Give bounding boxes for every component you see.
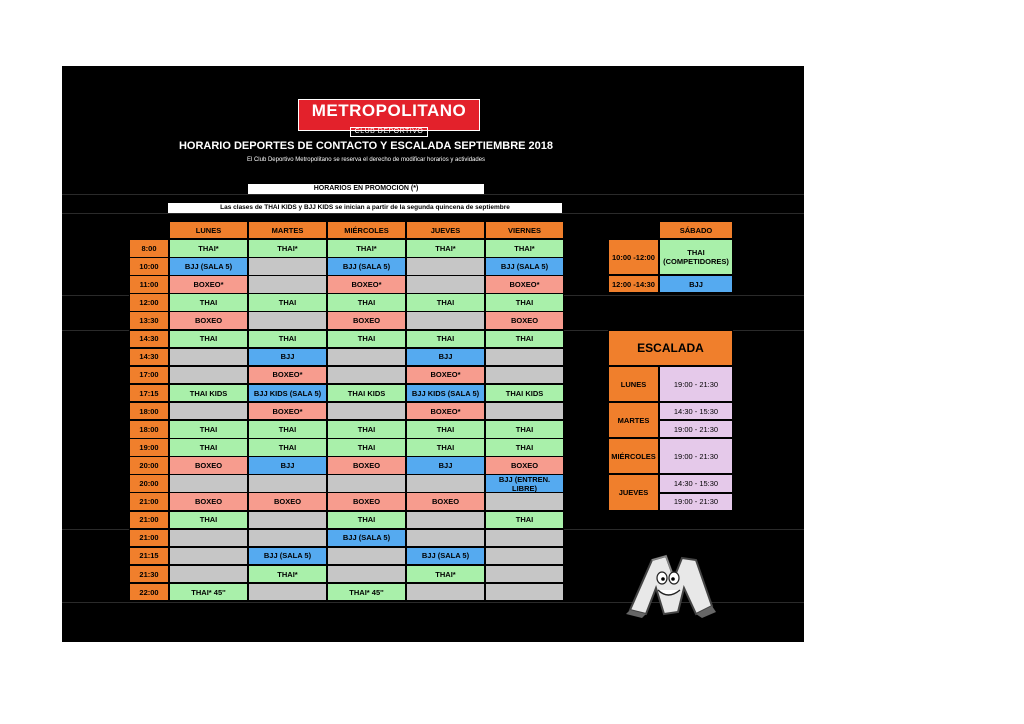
logo-main-text: METROPOLITANO [311, 101, 467, 120]
time-cell: 14:30 [129, 348, 169, 367]
class-cell [327, 366, 406, 385]
class-cell: THAI* [248, 239, 327, 258]
escalada-day-cell: MARTES [608, 402, 659, 438]
class-cell: THAI [485, 293, 564, 312]
class-cell [169, 366, 248, 385]
class-cell [248, 511, 327, 530]
class-cell: BOXEO [169, 456, 248, 475]
class-cell: BOXEO* [248, 402, 327, 421]
logo-sub-text: CLUB DEPORTIVO [350, 127, 429, 137]
time-cell: 18:00 [129, 420, 169, 439]
class-cell [406, 583, 485, 602]
class-cell: BOXEO [169, 492, 248, 511]
escalada-slot-cell: 19:00 - 21:30 [659, 493, 733, 511]
class-cell [327, 565, 406, 584]
time-cell: 10:00 [129, 257, 169, 276]
class-cell [485, 529, 564, 548]
escalada-slot-cell: 19:00 - 21:30 [659, 366, 733, 402]
time-cell: 18:00 [129, 402, 169, 421]
class-cell [406, 311, 485, 330]
class-cell: THAI [327, 511, 406, 530]
class-cell [485, 492, 564, 511]
class-cell: THAI [169, 293, 248, 312]
class-cell [406, 257, 485, 276]
class-cell: BJJ [248, 348, 327, 367]
class-cell: BOXEO [327, 492, 406, 511]
day-header: LUNES [169, 221, 248, 239]
time-cell: 14:30 [129, 330, 169, 349]
time-cell: 11:00 [129, 275, 169, 294]
escalada-title: ESCALADA [608, 330, 733, 366]
club-logo [298, 99, 480, 135]
class-cell: THAI [169, 511, 248, 530]
class-cell [485, 366, 564, 385]
escalada-day-cell: JUEVES [608, 474, 659, 510]
class-cell: THAI [406, 420, 485, 439]
class-cell [248, 583, 327, 602]
class-cell: BJJ (SALA 5) [406, 547, 485, 566]
class-cell: THAI [406, 293, 485, 312]
saturday-class-cell: BJJ [659, 275, 733, 293]
escalada-slot-cell: 14:30 - 15:30 [659, 474, 733, 492]
class-cell [169, 529, 248, 548]
class-cell [485, 565, 564, 584]
time-cell: 20:00 [129, 474, 169, 493]
class-cell [406, 474, 485, 493]
class-cell: BOXEO [327, 311, 406, 330]
class-cell: BJJ KIDS (SALA 5) [248, 384, 327, 403]
class-cell [248, 529, 327, 548]
time-cell: 21:30 [129, 565, 169, 584]
class-cell: THAI KIDS [169, 384, 248, 403]
page-subtitle: El Club Deportivo Metropolitano se reserva el derecho de modificar horarios y actividades [246, 157, 486, 163]
class-cell: BJJ (SALA 5) [327, 529, 406, 548]
time-cell: 22:00 [129, 583, 169, 602]
class-cell: THAI [485, 438, 564, 457]
class-cell [248, 275, 327, 294]
time-cell: 21:15 [129, 547, 169, 566]
class-cell: THAI [406, 330, 485, 349]
class-cell: BOXEO [406, 492, 485, 511]
class-cell [406, 511, 485, 530]
time-cell: 21:00 [129, 529, 169, 548]
class-cell: BOXEO [485, 456, 564, 475]
class-cell: BOXEO* [485, 275, 564, 294]
saturday-time-cell: 12:00 -14:30 [608, 275, 659, 293]
class-cell: THAI* [169, 239, 248, 258]
promo-label: HORARIOS EN PROMOCIÓN (*) [248, 184, 484, 194]
saturday-time-cell: 10:00 -12:00 [608, 239, 659, 275]
saturday-header: SÁBADO [659, 221, 733, 239]
class-cell: THAI [485, 330, 564, 349]
class-cell: BJJ [406, 348, 485, 367]
class-cell [406, 275, 485, 294]
class-cell: BJJ [406, 456, 485, 475]
class-cell: BOXEO [169, 311, 248, 330]
escalada-slot-cell: 19:00 - 21:30 [659, 438, 733, 474]
class-cell: THAI [169, 438, 248, 457]
class-cell [327, 474, 406, 493]
class-cell [248, 257, 327, 276]
class-cell [406, 529, 485, 548]
time-cell: 17:00 [129, 366, 169, 385]
class-cell: THAI KIDS [327, 384, 406, 403]
class-cell: THAI* 45'' [169, 583, 248, 602]
class-cell: THAI* 45'' [327, 583, 406, 602]
class-cell [169, 565, 248, 584]
day-header: MIÉRCOLES [327, 221, 406, 239]
class-cell [169, 402, 248, 421]
class-cell [169, 474, 248, 493]
time-cell: 8:00 [129, 239, 169, 258]
class-cell: THAI [327, 438, 406, 457]
class-cell: THAI [248, 420, 327, 439]
class-cell: BJJ (SALA 5) [248, 547, 327, 566]
class-cell: THAI [485, 420, 564, 439]
saturday-class-cell: THAI (COMPETIDORES) [659, 239, 733, 275]
mascot-illustration [622, 548, 720, 620]
class-cell: THAI [248, 330, 327, 349]
class-cell: THAI [169, 420, 248, 439]
class-cell: BJJ (SALA 5) [485, 257, 564, 276]
class-cell [169, 348, 248, 367]
class-cell [327, 348, 406, 367]
sheet-divider [62, 213, 804, 214]
class-cell [327, 402, 406, 421]
class-cell: THAI [327, 420, 406, 439]
time-cell: 19:00 [129, 438, 169, 457]
escalada-slot-cell: 14:30 - 15:30 [659, 402, 733, 420]
day-header: VIERNES [485, 221, 564, 239]
time-cell: 20:00 [129, 456, 169, 475]
class-cell: BOXEO* [406, 402, 485, 421]
kids-notice: Las clases de THAI KIDS y BJJ KIDS se inician a partir de la segunda quincena de septiembre [168, 203, 562, 213]
day-header: JUEVES [406, 221, 485, 239]
class-cell: BOXEO [248, 492, 327, 511]
class-cell: THAI* [485, 239, 564, 258]
class-cell [248, 474, 327, 493]
class-cell: THAI* [406, 565, 485, 584]
time-cell: 21:00 [129, 492, 169, 511]
class-cell: THAI* [406, 239, 485, 258]
class-cell: BJJ (ENTREN. LIBRE) [485, 474, 564, 493]
class-cell [169, 547, 248, 566]
class-cell: BOXEO* [327, 275, 406, 294]
class-cell: THAI [406, 438, 485, 457]
class-cell: THAI [248, 293, 327, 312]
day-header: MARTES [248, 221, 327, 239]
time-cell: 21:00 [129, 511, 169, 530]
time-cell: 12:00 [129, 293, 169, 312]
class-cell [248, 311, 327, 330]
time-cell: 13:30 [129, 311, 169, 330]
class-cell: THAI [169, 330, 248, 349]
class-cell: THAI [327, 293, 406, 312]
class-cell: BOXEO* [169, 275, 248, 294]
time-cell: 17:15 [129, 384, 169, 403]
escalada-day-cell: MIÉRCOLES [608, 438, 659, 474]
class-cell: THAI* [327, 239, 406, 258]
class-cell: BOXEO* [248, 366, 327, 385]
escalada-day-cell: LUNES [608, 366, 659, 402]
class-cell: THAI [248, 438, 327, 457]
class-cell [485, 348, 564, 367]
class-cell: BJJ (SALA 5) [327, 257, 406, 276]
class-cell: BOXEO* [406, 366, 485, 385]
sheet-divider [62, 194, 804, 195]
class-cell: THAI [485, 511, 564, 530]
class-cell: THAI [327, 330, 406, 349]
class-cell [327, 547, 406, 566]
class-cell: BJJ (SALA 5) [169, 257, 248, 276]
class-cell [485, 583, 564, 602]
class-cell: BOXEO [485, 311, 564, 330]
class-cell: BJJ KIDS (SALA 5) [406, 384, 485, 403]
class-cell [485, 547, 564, 566]
escalada-slot-cell: 19:00 - 21:30 [659, 420, 733, 438]
class-cell: BOXEO [327, 456, 406, 475]
class-cell [485, 402, 564, 421]
page-title: HORARIO DEPORTES DE CONTACTO Y ESCALADA SEPTIEMBRE 2018 [178, 140, 554, 152]
class-cell: THAI KIDS [485, 384, 564, 403]
class-cell: THAI* [248, 565, 327, 584]
class-cell: BJJ [248, 456, 327, 475]
